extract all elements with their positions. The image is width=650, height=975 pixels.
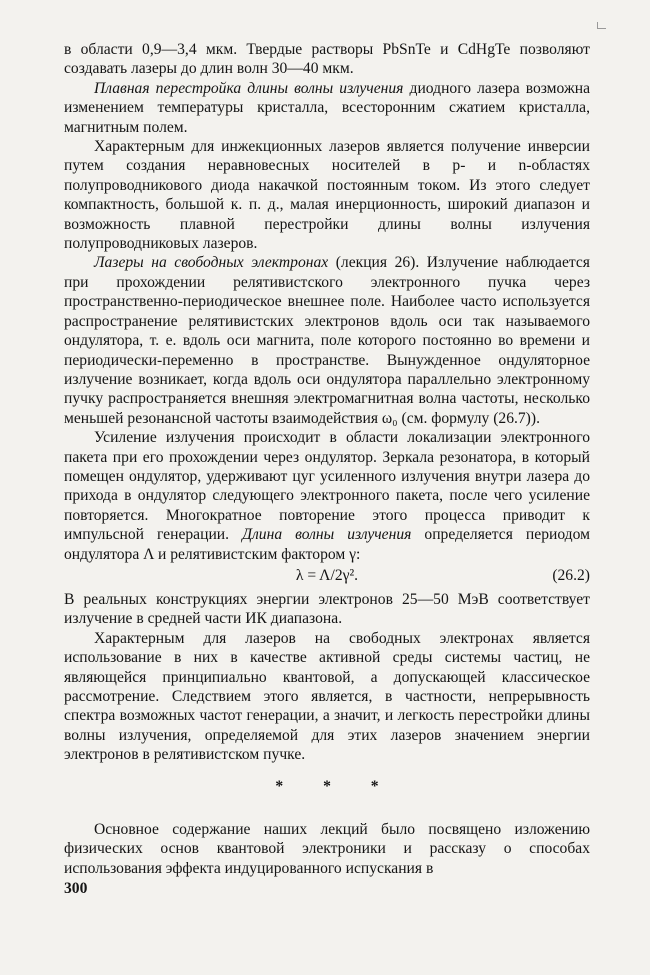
paragraph-8: Основное содержание наших лекций было посвящено изложению физических основ квантовой электроники и рассказу о способах использования эффекта индуцированного испускания в: [64, 821, 590, 877]
paragraph-5-emphasis: Длина волны излучения: [242, 526, 412, 544]
paragraph-1: в области 0,9—3,4 мкм. Твердые растворы PbSnTe и CdHgTe позволяют создавать лазеры до длин волн 30—40 мкм.: [64, 41, 590, 78]
paragraph-5-text: Усиление излучения происходит в области локализации электронного пакета при его прохождении через ондулятор. Зеркала резонатора, в который помещен ондулятор, удерживают цуг усиленного излучения внутри лазера до прихода в ондулятор следующего электронного пакета, после чего усиление повторяется. Многократное повторение этого процесса приводит к импульсной генерации.: [64, 429, 590, 544]
paragraph-5: [64, 428, 590, 564]
formula-text: λ = Λ/2γ².: [295, 566, 359, 584]
paragraph-4-text: (лекция 26). Излучение наблюдается при прохождении релятивистского электронного пучка через пространственно-периодическое внешнее поле. Наиболее часто используется распространение релятивистских электронов вдоль оси так называемого ондулятора, т. е. вдоль оси магнита, поле которого постоянно во времени и периодически-переменно в пространстве. Вынужденное ондуляторное излучение возникает, когда вдоль оси ондулятора параллельно электронному пучку распространяется внешняя электромагнитная волна частоты, несколько меньшей резонансной частоты взаимодействия ω₀ (см. формулу (26.7)).: [64, 254, 590, 427]
formula-26-2: [64, 566, 590, 586]
paragraph-4: [64, 253, 590, 428]
paragraph-3: Характерным для инжекционных лазеров является получение инверсии путем создания неравновесных носителей в p- и n-областях полупроводникового диода накачкой постоянным током. Из этого следует компактность, большой к. п. д., малая инерционность, широкий диапазон и возможность плавной перестройки длины волны излучения полупроводниковых лазеров.: [64, 138, 590, 253]
paragraph-2-text: диодного лазера возможна изменением температуры кристалла, всесторонним сжатием кристалла, магнитным полем.: [64, 79, 590, 136]
paragraph-5-rest: определяется периодом ондулятора Λ и релятивистским фактором γ:: [64, 526, 590, 563]
section-separator: * * *: [275, 777, 397, 795]
page-number: 300: [64, 880, 88, 898]
paragraph-7: Характерным для лазеров на свободных электронах является использование в них в качестве активной среды системы частиц, не являющейся принципиально квантовой, а допускающей классическое рассмотрение. Следствием этого является, в частности, непрерывность спектра возможных частот генерации, а значит, и легкость перестройки длины волны излучения, определяемой для этих лазеров значением энергии электронов в релятивистском пучке.: [64, 629, 590, 764]
corner-mark: [597, 22, 606, 29]
paragraph-2: [64, 79, 590, 137]
paragraph-4-emphasis: Лазеры на свободных электронах: [94, 254, 329, 272]
paragraph-6: В реальных конструкциях энергии электронов 25—50 МэВ соответствует излучение в средней части ИК диапазона.: [64, 590, 590, 628]
page-body: [64, 40, 590, 899]
paragraph-2-emphasis: Плавная перестройка длины волны излучения: [94, 79, 404, 97]
formula-number: (26.2): [552, 566, 590, 584]
